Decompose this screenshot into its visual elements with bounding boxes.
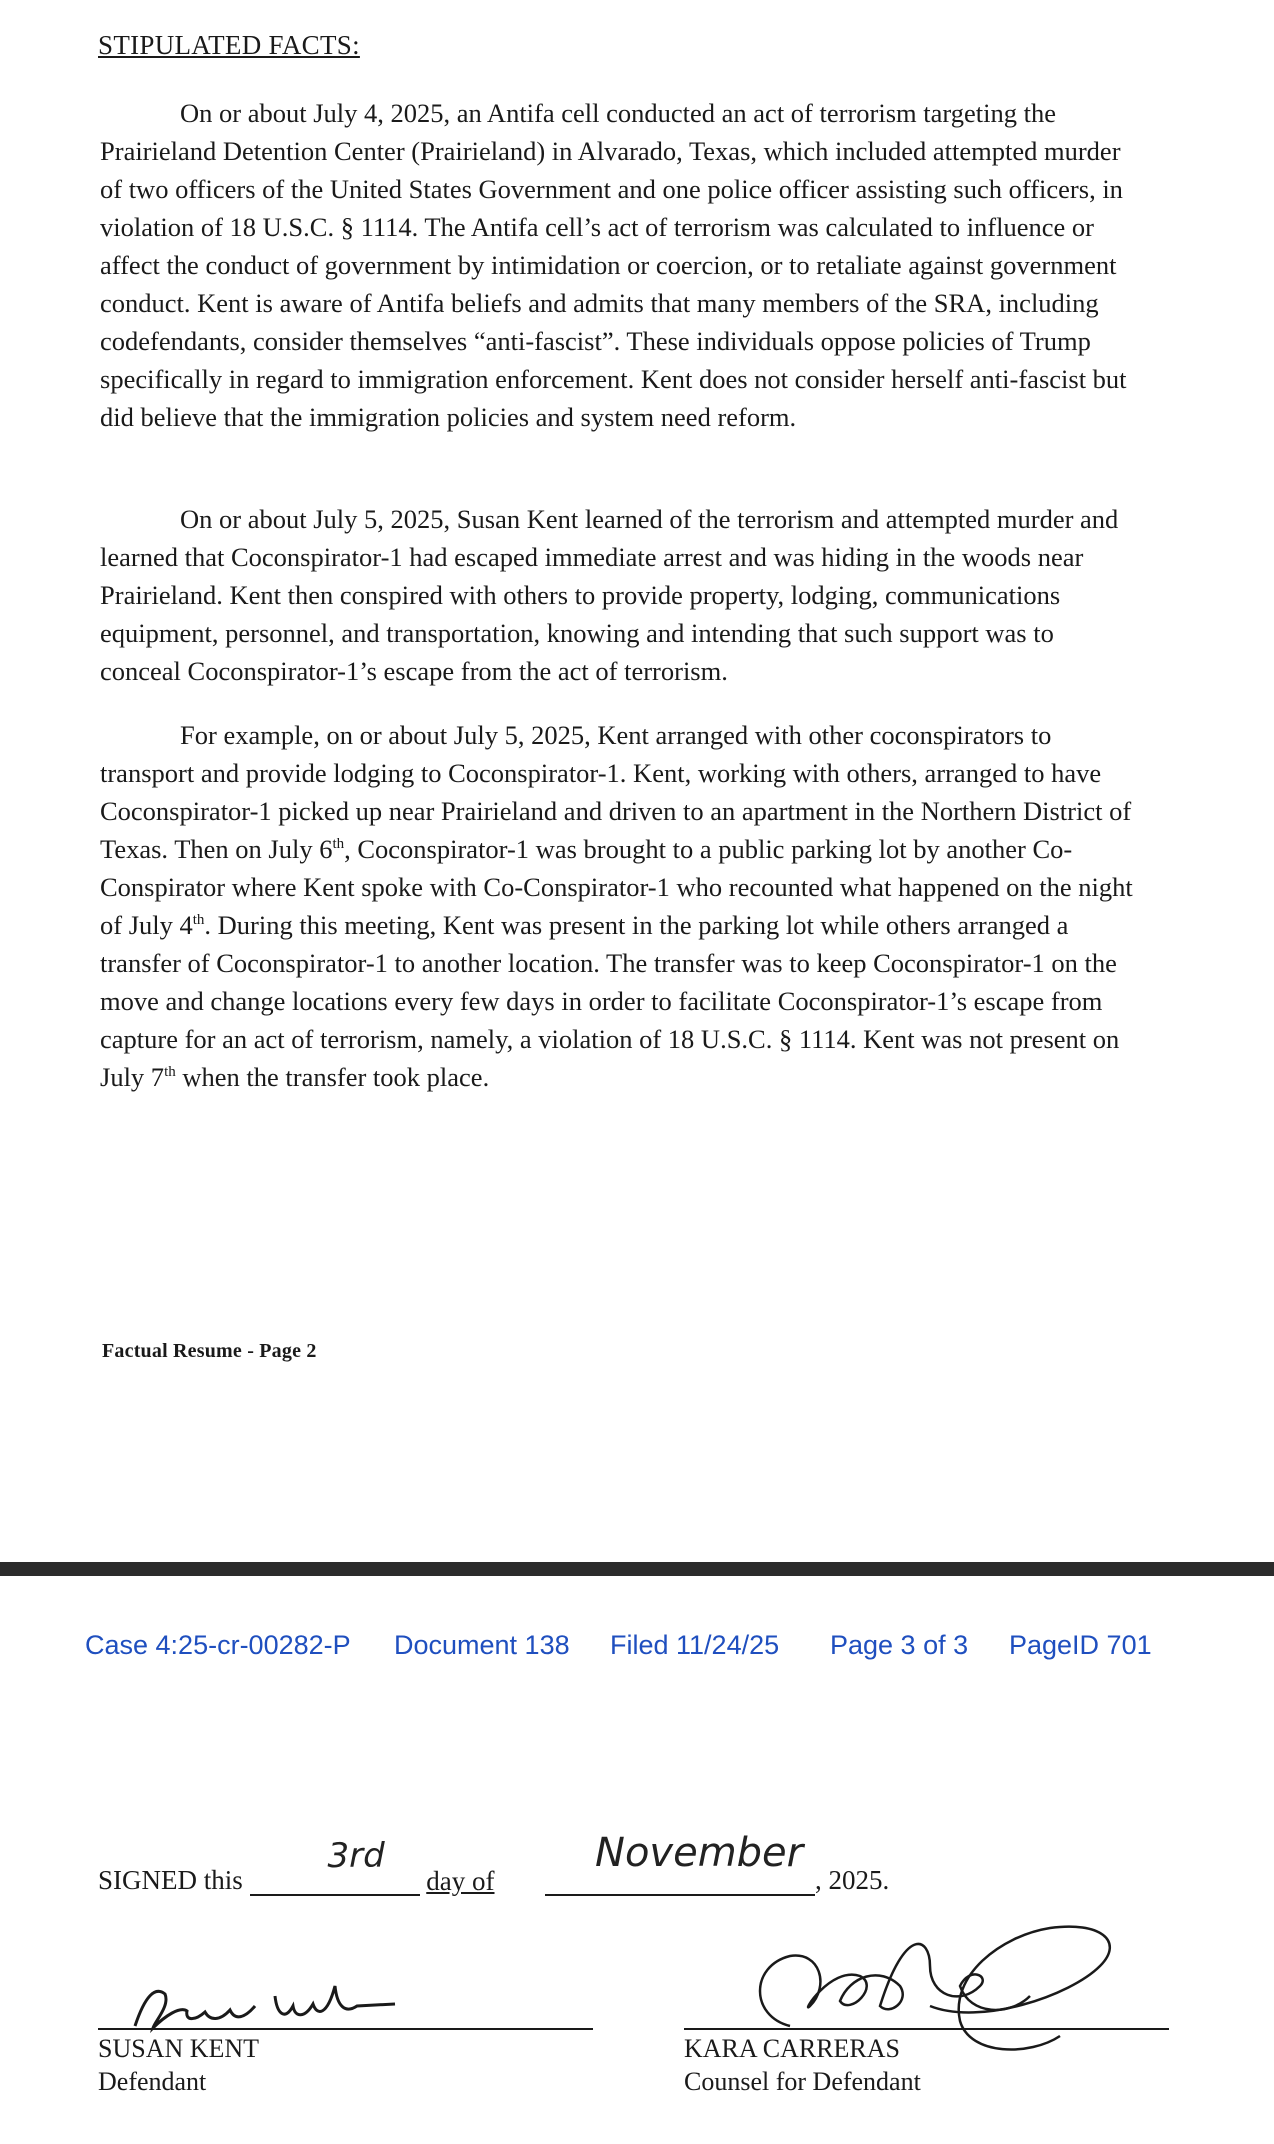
defendant-name: SUSAN KENT — [98, 2034, 260, 2063]
stamp-case-number: Case 4:25-cr-00282-P — [85, 1630, 351, 1660]
ordinal-suffix: th — [192, 912, 205, 929]
section-heading: STIPULATED FACTS: — [98, 30, 360, 60]
paragraph-3 — [100, 716, 1140, 1096]
counsel-role: Counsel for Defendant — [684, 2067, 921, 2096]
paragraph-2: On or about July 5, 2025, Susan Kent learned of the terrorism and attempted murder and learned that Coconspirator-1 had escaped immediate arrest and was hiding in the woods near Prairieland. Kent then conspired with others to provide property, lodging, communications equipment, personnel, and transportation, knowing and intending that such support was to conceal Coconspirator-1’s escape from the act of terrorism. — [100, 504, 1119, 686]
signed-prefix: SIGNED this — [98, 1865, 243, 1895]
paragraph-3-text-c: . During this meeting, Kent was present in the parking lot while others arranged a transfer of Coconspirator-1 to another location. The transfer was to keep Coconspirator-1 on the move and change locations every few days in order to facilitate Coconspirator-1’s escape from capture for an act of terrorism, namely, a violation of 18 U.S.C. § 1114. Kent was not present on July 7 — [100, 910, 1120, 1092]
defendant-role: Defendant — [98, 2067, 207, 2096]
month-blank — [545, 1830, 815, 1896]
year-suffix: , 2025. — [815, 1865, 890, 1895]
paragraph-3-text-b: , Coconspirator-1 was brought to a public parking lot by another Co-Conspirator where Kent spoke with Co-Conspirator-1 who recounted what happened on the night of July 4 — [100, 834, 1133, 940]
defendant-signature-block — [98, 2032, 259, 2098]
defendant-signature-line — [98, 2028, 593, 2030]
paragraph-3-text-a: For example, on or about July 5, 2025, Kent arranged with other coconspirators to transport and provide lodging to Coconspirator-1. Kent, working with others, arranged to have Coconspirator-1 picked up near Prairieland and driven to an apartment in the Northern District of Texas. Then on July 6 — [100, 720, 1132, 864]
day-handwriting: 3rd — [327, 1836, 385, 1876]
paragraph-3-text-d: when the transfer took place. — [175, 1062, 490, 1092]
counsel-signature-line — [684, 2028, 1169, 2030]
document-page-3 — [0, 1576, 1274, 2144]
page-footer-label: Factual Resume - Page 2 — [102, 1340, 317, 1362]
stamp-page-id: PageID 701 — [1009, 1630, 1152, 1660]
stamp-filed-date: Filed 11/24/25 — [610, 1630, 780, 1660]
page-separator — [0, 1562, 1274, 1576]
stamp-page-count: Page 3 of 3 — [830, 1630, 969, 1660]
ordinal-suffix: th — [332, 836, 345, 853]
counsel-signature-block — [684, 2032, 921, 2098]
day-of-label: day of — [426, 1866, 495, 1896]
ordinal-suffix: th — [164, 1064, 176, 1081]
stamp-document-number: Document 138 — [394, 1630, 570, 1660]
signed-date-line — [98, 1830, 890, 1896]
month-handwriting: November — [595, 1830, 804, 1876]
counsel-name: KARA CARRERAS — [684, 2034, 900, 2063]
paragraph-1: On or about July 4, 2025, an Antifa cell conducted an act of terrorism targeting the Prairieland Detention Center (Prairieland) in Alvarado, Texas, which included attempted murder of two officers of the United States Government and one police officer assisting such officers, in violation of 18 U.S.C. § 1114. The Antifa cell’s act of terrorism was calculated to influence or affect the conduct of government by intimidation or coercion, or to retaliate against government conduct. Kent is aware of Antifa beliefs and admits that many members of the SRA, including codefendants, consider themselves “anti-fascist”. These individuals oppose policies of Trump specifically in regard to immigration enforcement. Kent does not consider herself anti-fascist but did believe that the immigration policies and system need reform. — [100, 98, 1127, 432]
